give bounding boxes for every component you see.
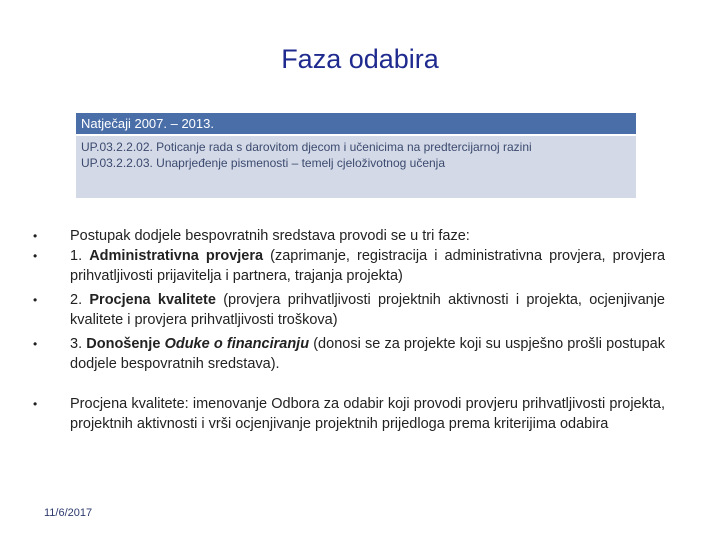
bullet-text: (donosi se za projekte koji su uspješno prošli postupak dodjele bespovratnih sredstava). [70, 336, 665, 372]
bullet-dot: • [33, 229, 38, 243]
bullet-item-funding-decision [33, 334, 665, 374]
bullet-dot: • [33, 249, 38, 263]
bullet-text: (zaprimanje, registracija i administrativna provjera, provjera prihvatljivosti prijavitelja i partnera, trajanja projekta) [70, 248, 666, 284]
bullet-list [33, 226, 665, 434]
bullet-dot: • [33, 293, 38, 307]
bullet-item-administrative-check [33, 246, 665, 286]
bullet-text: Postupak dodjele bespovratnih sredstava provodi se u tri faze: [70, 228, 470, 244]
bullet-item-phases [33, 226, 665, 246]
slide-date: 11/6/2017 [44, 507, 93, 519]
bullet-bold-term: Administrativna provjera [89, 248, 264, 264]
bullet-dot: • [33, 337, 38, 351]
slide-title: Faza odabira [281, 44, 439, 74]
bullet-text: Procjena kvalitete: imenovanje Odbora za odabir koji provodi provjeru prihvatljivosti projekta, projektnih aktivnosti i vrši ocjenjivanje projektnih prijedloga prema kriterijima odabira [70, 396, 665, 432]
bullet-number: 2. [70, 292, 90, 308]
call-info-header: Natječaji 2007. – 2013. [76, 113, 636, 134]
bullet-item-quality-committee [33, 394, 665, 434]
call-info-box [76, 113, 636, 199]
bullet-bold-term: Donošenje [86, 336, 165, 352]
bullet-number: 3. [70, 336, 87, 352]
bullet-item-quality-assessment [33, 290, 665, 330]
call-info-body [76, 136, 636, 198]
bullet-number: 1. [70, 248, 90, 264]
call-line-2: UP.03.2.2.03. Unaprjeđenje pismenosti – temelj cjeloživotnog učenja [81, 156, 446, 170]
call-line-1: UP.03.2.2.02. Poticanje rada s darovitom djecom i učenicima na predtercijarnoj razini [81, 140, 532, 154]
bullet-bold-italic-term: Oduke o financiranju [164, 336, 310, 352]
bullet-dot: • [33, 397, 38, 411]
bullet-bold-term: Procjena kvalitete [89, 292, 216, 308]
bullet-text: (provjera prihvatljivosti projektnih aktivnosti i projekta, ocjenjivanje kvalitete i provjera prihvatljivosti troškova) [70, 292, 665, 328]
